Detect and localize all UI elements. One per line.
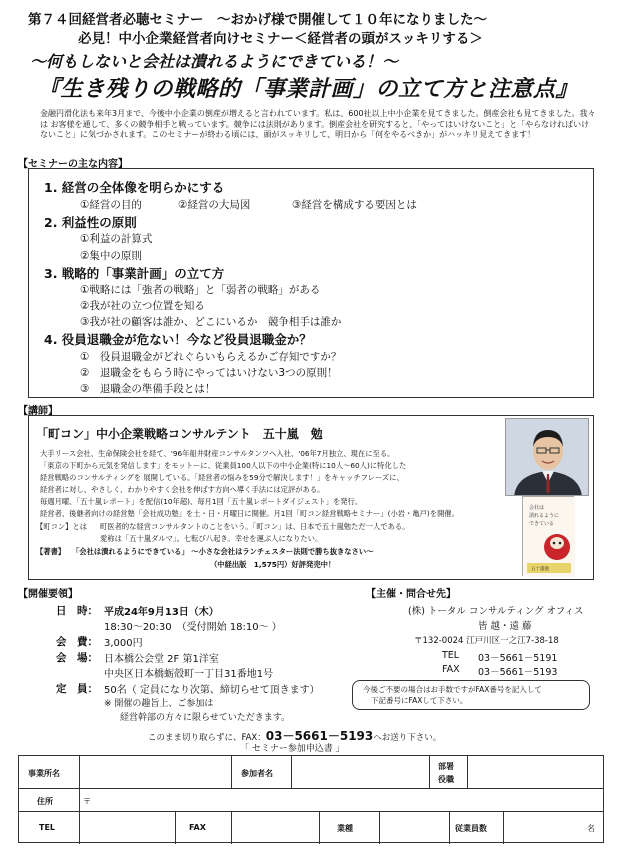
organizer-label: 【主催・問合せ先】 bbox=[366, 589, 456, 600]
form-divider bbox=[175, 812, 176, 844]
contents-item: ②我が社の立つ位置を知る bbox=[80, 300, 205, 312]
fax-label: FAX bbox=[442, 664, 460, 675]
contents-item: ① 役員退職金がどれぐらいもらえるかご存知ですか？ bbox=[80, 351, 342, 363]
organizer-company: (株) トータル コンサルティング オフィス bbox=[408, 606, 584, 617]
svg-text:五十嵐勉: 五十嵐勉 bbox=[531, 567, 549, 572]
form-divider bbox=[503, 812, 504, 844]
event-capacity: 50名（ 定員になり次第、締切らせて頂きます） bbox=[104, 685, 320, 696]
organizer-fax: 03－5661－5193 bbox=[478, 667, 558, 678]
svg-text:会社は: 会社は bbox=[529, 505, 545, 511]
lecturer-bio-line: 経営者、後継者向けの経営塾「会社成功塾」を土・日・月曜日に開催。月1回「町コン経営戦略セミナー」(小岩・亀戸)を開催。 bbox=[40, 509, 459, 518]
department-position-field[interactable] bbox=[469, 758, 603, 787]
contents-heading-3: 3. 戦略的「事業計画」の立て方 bbox=[44, 266, 225, 281]
contents-heading-4: 4. 役員退職金が危ない！今など役員退職金か？ bbox=[44, 332, 312, 347]
machikon-text: 愛称は「五十嵐ダルマ」。七転び八起き。幸せを運ぶ人になりたい。 bbox=[100, 534, 323, 543]
header-line-1: 第７４回経営者必聴セミナー ～おかげ様で開催して１０年になりました～ bbox=[28, 12, 487, 28]
tel-label: TEL bbox=[442, 650, 460, 661]
position-label: 役職 bbox=[438, 775, 454, 784]
book-label: 【著書】 bbox=[36, 547, 66, 556]
form-divider bbox=[291, 756, 292, 789]
form-divider bbox=[319, 812, 320, 844]
machikon-text: 町医者的な経営コンサルタントのことをいう。「町コン」は、日本で五十嵐勉ただ一人である。 bbox=[100, 522, 410, 531]
header-line-3: ～何もしないと会社は潰れるようにできている！～ bbox=[30, 52, 399, 71]
contents-item: ①戦略には「強者の戦略」と「弱者の戦略」がある bbox=[80, 284, 321, 296]
book-cover-image bbox=[522, 496, 574, 576]
form-divider bbox=[231, 756, 232, 789]
employees-label: 従業員数 bbox=[455, 824, 487, 833]
svg-text:できている: できている bbox=[529, 521, 555, 527]
svg-text:潰れるように: 潰れるように bbox=[529, 513, 560, 519]
fax-instruction-suffix: へお送り下さい。 bbox=[373, 733, 442, 743]
notice-line-2: 下記番号にFAXして下さい。 bbox=[371, 696, 468, 705]
event-date: 平成24年9月13日（木） bbox=[104, 607, 219, 618]
notice-line-1: 今後ご不要の場合はお手数ですがFAX番号を記入して bbox=[363, 685, 542, 694]
event-note-2: 経営幹部の方々に限らせていただきます。 bbox=[120, 713, 291, 723]
contents-item: ③経営を構成する要因とは bbox=[292, 199, 417, 211]
organizer-staff: 皆 越・遠 藤 bbox=[478, 621, 532, 632]
contents-item: ①利益の計算式 bbox=[80, 233, 153, 245]
form-title: 「 セミナー参加申込書 」 bbox=[240, 744, 345, 754]
intro-paragraph: 金融円滑化法も来年3月まで、今後中小企業の倒産が増えると言われています。私は、600社以上中小企業を見てきました。倒産会社も見てきました。我々は お客様を通して、多くの競争相手と戦っています。競争には法則があります。倒産会社を研究すると、「やってはいけないこと」と「やらなければいけないこと」に気づかされます。このセミナーが終わる頃には、頭がスッキリして、明日から「何をやるべきか」がハッキリ見えてきます！ bbox=[40, 109, 596, 140]
lecturer-bio-line: 経営戦略のコンサルティングを 展開している。「経営者の悩みを59分で解決します！」をキャッチフレーズに、 bbox=[40, 473, 404, 482]
contents-item: ② 退職金をもらう時にやってはいけない3つの原則！ bbox=[80, 367, 338, 379]
contents-item: ②集中の原則 bbox=[80, 250, 142, 262]
venue-line-2: 中央区日本橋蛎殻町一丁目31番地1号 bbox=[104, 669, 274, 680]
venue-line-1: 日本橋公会堂 2F 第1洋室 bbox=[104, 654, 219, 665]
lecturer-bio-line: 毎週月曜、「五十嵐レポート」を配信(10年超)、毎月1回「五十嵐レポートダイジェスト」を発行。 bbox=[40, 497, 363, 506]
event-label: 【開催要領】 bbox=[18, 589, 78, 600]
contents-item: ③ 退職金の準備手段とは！ bbox=[80, 383, 216, 395]
machikon-label: 【町コン】とは bbox=[36, 522, 88, 531]
form-divider bbox=[379, 812, 380, 844]
application-form bbox=[18, 755, 604, 843]
address-field[interactable] bbox=[95, 791, 601, 810]
industry-label: 業種 bbox=[337, 824, 353, 833]
postal-mark: 〒 bbox=[83, 797, 91, 806]
employees-field[interactable] bbox=[505, 814, 585, 842]
unsubscribe-notice bbox=[352, 680, 590, 710]
participant-name-field[interactable] bbox=[293, 758, 427, 787]
contents-heading-2: 2. 利益性の原則 bbox=[44, 215, 137, 230]
fax-field-label: FAX bbox=[189, 823, 206, 832]
fax-instruction-prefix: このまま切り取らずに、FAX： bbox=[148, 733, 266, 743]
organizer-tel: 03－5661－5191 bbox=[478, 653, 558, 664]
organizer-address: 〒132-0024 江戸川区一之江7-38-18 bbox=[414, 636, 559, 646]
book-price: （中経出版 1,575円）好評発売中！ bbox=[210, 560, 336, 569]
event-note-1: ※ 開催の趣旨上、ご参加は bbox=[104, 699, 214, 709]
tel-field-label: TEL bbox=[39, 823, 56, 832]
lecturer-bio-line: 「東京の下町から元気を発信します」をモットーに、従業員100人以下の中小企業(特に10人～60人)に特化した bbox=[40, 461, 407, 470]
fee-label: 会 費： bbox=[56, 636, 98, 648]
contents-heading-1: 1. 経営の全体像を明らかにする bbox=[44, 180, 225, 195]
department-label: 部署 bbox=[438, 762, 454, 771]
header-line-2: 必見！中小企業経営者向けセミナー＜経営者の頭がスッキリする＞ bbox=[78, 31, 483, 47]
employees-unit: 名 bbox=[587, 824, 595, 833]
book-text: 「会社は潰れるようにできている」 ～小さな会社はランチェスター法則で勝ち抜きなさい～ bbox=[72, 547, 374, 556]
industry-field[interactable] bbox=[381, 814, 447, 842]
event-fee: 3,000円 bbox=[104, 638, 143, 649]
company-name-label: 事業所名 bbox=[28, 769, 60, 778]
fax-number: 03－5661－5193 bbox=[265, 729, 374, 743]
address-label: 住所 bbox=[37, 797, 53, 806]
lecturer-label: 【講師】 bbox=[18, 406, 58, 417]
fax-field[interactable] bbox=[233, 814, 317, 842]
form-divider bbox=[79, 756, 80, 844]
capacity-label: 定 員： bbox=[56, 683, 98, 695]
form-divider bbox=[231, 812, 232, 844]
form-divider bbox=[449, 812, 450, 844]
date-label: 日 時： bbox=[56, 605, 98, 617]
contents-item: ①経営の目的 bbox=[80, 199, 142, 211]
form-divider bbox=[429, 756, 430, 789]
lecturer-bio-line: 経営者に対し、やさしく、わかりやすく会社を伸ばす方向へ導く手法には定評がある。 bbox=[40, 485, 325, 494]
tel-field[interactable] bbox=[81, 814, 173, 842]
participant-name-label: 参加者名 bbox=[241, 769, 273, 778]
page-title: 『生き残りの戦略的「事業計画」の立て方と注意点』 bbox=[38, 77, 579, 102]
lecturer-photo bbox=[505, 418, 589, 496]
contents-label: 【セミナーの主な内容】 bbox=[18, 159, 128, 170]
contents-item: ②経営の大局図 bbox=[178, 199, 251, 211]
lecturer-title: 「町コン」中小企業戦略コンサルテント 五十嵐 勉 bbox=[36, 427, 323, 441]
company-name-field[interactable] bbox=[81, 758, 229, 787]
event-time: 18:30～20:30 （受付開始 18:10～ ） bbox=[104, 622, 282, 633]
lecturer-bio-line: 大手リース会社、生命保険会社を経て、'96年船井財産コンサルタンツへ入社、'06年7月独立、現在に至る。 bbox=[40, 449, 395, 458]
venue-label: 会 場： bbox=[56, 652, 98, 664]
form-divider bbox=[467, 756, 468, 789]
contents-item: ③我が社の顧客は誰か、どこにいるか 競争相手は誰か bbox=[80, 316, 342, 328]
